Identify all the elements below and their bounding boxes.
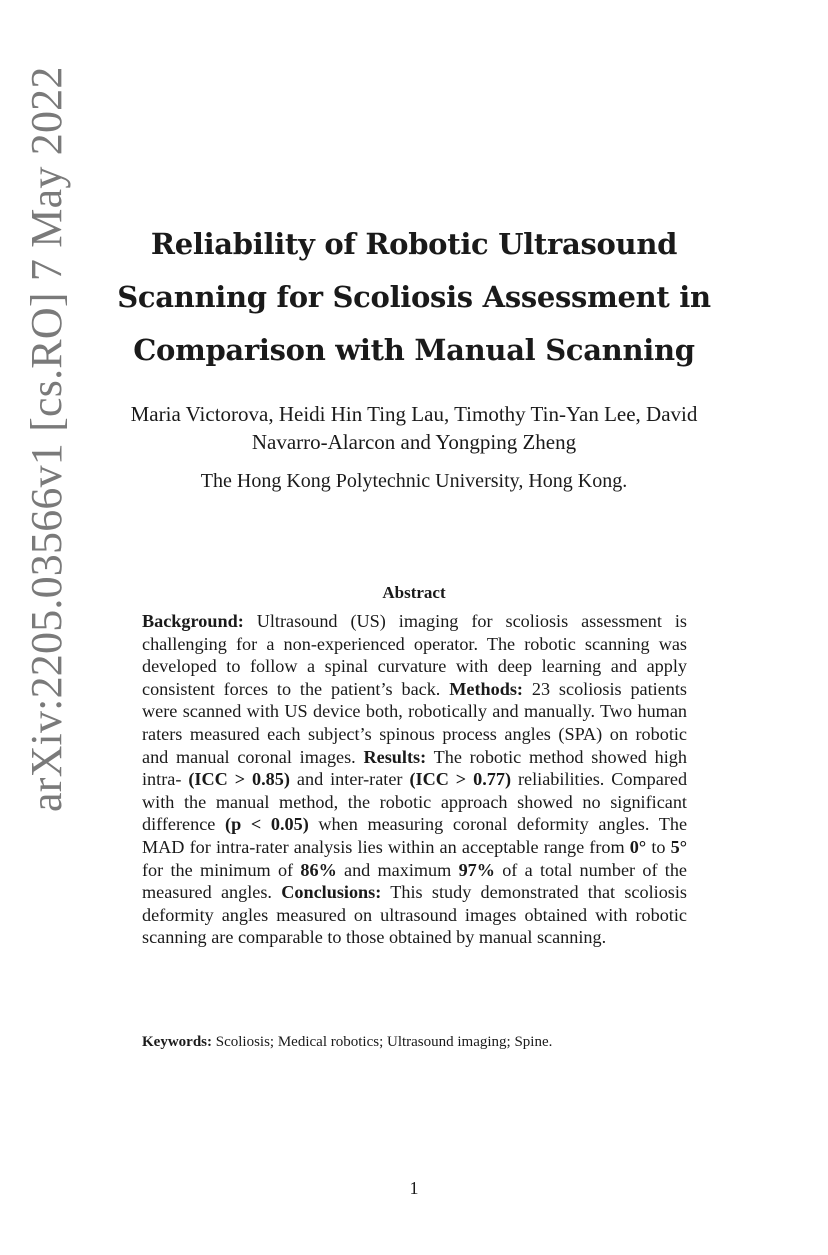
results-text: The robotic method showed high intra- [142,746,687,790]
results-range-min: 0° [629,836,647,857]
paper-title: Reliability of Robotic Ultrasound Scanning for Scoliosis Assessment in Comparison with Manual Scanning [117,227,711,367]
abstract-body [142,610,687,949]
results-min-percent: 86% [300,859,337,880]
conclusions-label: Conclusions: [281,882,382,903]
results-range-max: 5° [670,836,688,857]
results-text: to [651,836,666,857]
page-number: 1 [409,1178,419,1198]
results-text: of a total number of the measured angles. [142,859,688,903]
abstract-heading: Abstract [382,583,446,602]
results-intra-icc: (ICC > 0.85) [188,769,290,790]
results-text: and inter-rater [296,769,403,790]
methods-label: Methods: [449,678,523,699]
results-text: for the minimum of [142,859,294,880]
results-max-percent: 97% [458,859,495,880]
affiliation: The Hong Kong Polytechnic University, Hong Kong. [200,470,628,492]
background-text: Ultrasound (US) imaging for scoliosis assessment is challenging for a non-experienced operator. The robotic scanning was developed to follow a spinal curvature with deep learning and apply consistent forces to the patient’s back. [142,611,687,699]
results-text: when measuring coronal deformity angles. The MAD for intra-rater analysis lies within an acceptable range from [142,814,688,857]
keywords-line [142,1032,687,1052]
keywords-text: Scoliosis; Medical robotics; Ultrasound imaging; Spine. [215,1034,553,1050]
keywords-label: Keywords: [142,1034,212,1050]
results-label: Results: [363,746,427,767]
arxiv-identifier-stamp: arXiv:2205.03566v1 [cs.RO] 7 May 2022 [22,66,71,812]
results-inter-icc: (ICC > 0.77) [409,769,512,790]
results-p-value: (p < 0.05) [225,814,309,835]
results-text: reliabilities. Compared with the manual method, the robotic approach showed no significant difference [142,769,688,835]
methods-text: 23 scoliosis patients were scanned with US device both, robotically and manually. Two human raters measured each subject’s spinous process angles (SPA) on robotic and manual coronal images. [142,678,688,767]
conclusions-text: This study demonstrated that scoliosis deformity angles measured on ultrasound images obtained with robotic scanning are comparable to those obtained by manual scanning. [142,882,688,948]
results-text: and maximum [344,859,452,880]
author-list: Maria Victorova, Heidi Hin Ting Lau, Timothy Tin-Yan Lee, David Navarro-Alarcon and Yongping Zheng [130,402,698,454]
background-label: Background: [142,611,244,631]
